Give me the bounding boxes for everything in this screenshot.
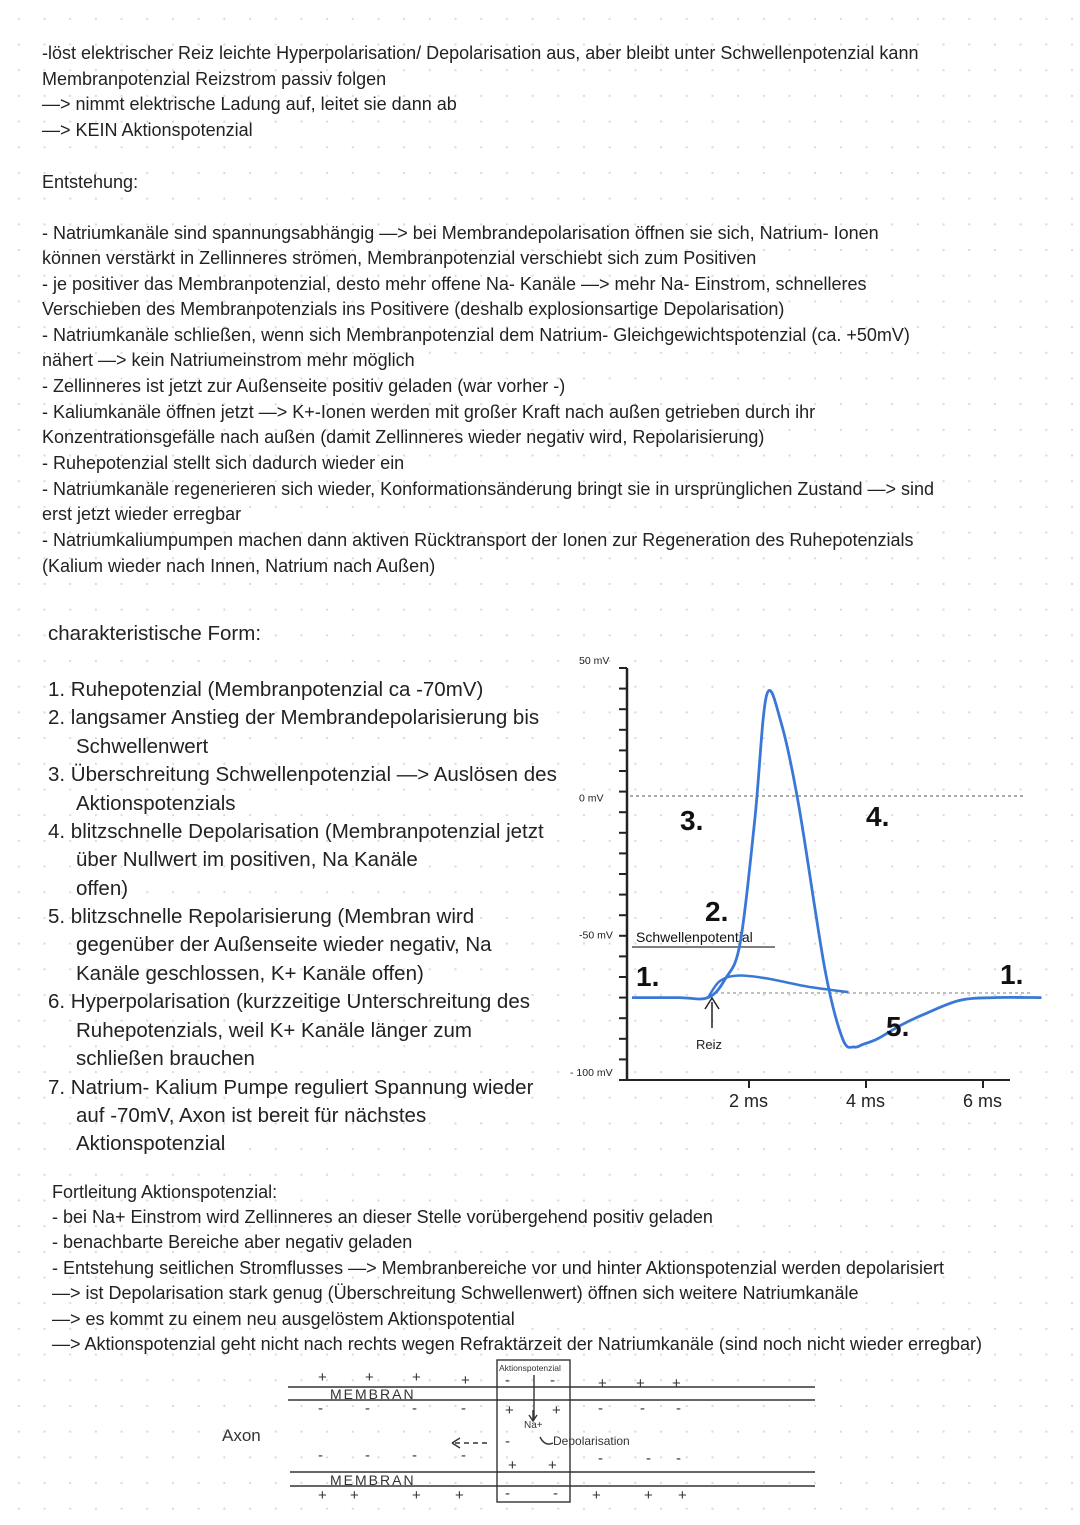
charge-plus: + (412, 1487, 421, 1504)
charge-minus: - (318, 1400, 323, 1417)
na-label: Na+ (524, 1420, 543, 1431)
charge-minus: - (550, 1372, 555, 1389)
charge-plus: + (505, 1402, 514, 1419)
fortleitung-line: - benachbarte Bereiche aber negativ geladen (52, 1232, 413, 1252)
charge-plus: + (552, 1402, 561, 1419)
form-item: Aktionspotenzials (76, 792, 236, 815)
entstehung-heading: Entstehung: (42, 172, 139, 192)
charge-plus: + (318, 1487, 327, 1504)
intro-line: Membranpotenzial Reizstrom passiv folgen (42, 69, 387, 89)
y-tick-label: 0 mV (579, 792, 604, 805)
fortleitung-line: - Entstehung seitlichen Stromflusses —> Membranbereiche vor und hinter Aktionspotenzial werden depolarisiert (52, 1258, 944, 1278)
membrane-label-bottom: MEMBRAN (330, 1472, 416, 1488)
stimulus-label: Reiz (696, 1037, 723, 1052)
charge-plus: + (318, 1369, 327, 1386)
threshold-label: Schwellenpotential (636, 929, 753, 945)
entstehung-line: - Natriumkanäle regenerieren sich wieder, Konformationsänderung bringt sie in ursprünglichen Zustand —> sind (42, 479, 934, 499)
charge-minus: - (553, 1485, 558, 1502)
marker-3: 3. (680, 805, 704, 836)
x-tick-label: 2 ms (729, 1091, 769, 1111)
charge-plus: + (636, 1375, 645, 1392)
entstehung-line: können verstärkt in Zellinneres strömen, Membranpotenzial verschiebt sich zum Positiven (42, 248, 757, 268)
y-tick-label: 50 mV (579, 655, 610, 667)
charge-plus: + (672, 1375, 681, 1392)
form-item: 4. blitzschnelle Depolarisation (Membranpotenzial jetzt (48, 820, 544, 843)
charge-plus: + (678, 1487, 687, 1504)
charge-minus: - (676, 1400, 681, 1417)
fortleitung-heading: Fortleitung Aktionspotenzial: (52, 1182, 278, 1202)
form-item: schließen brauchen (76, 1047, 255, 1070)
form-item: Kanäle geschlossen, K+ Kanäle offen) (76, 962, 424, 985)
form-item: 7. Natrium- Kalium Pumpe reguliert Spannung wieder (48, 1076, 534, 1099)
entstehung-line: Konzentrationsgefälle nach außen (damit Zellinneres wieder negativ wird, Repolarisierung) (42, 427, 765, 447)
charge-plus: + (508, 1457, 517, 1474)
entstehung-line: - Kaliumkanäle öffnen jetzt —> K+-Ionen werden mit großer Kraft nach außen getrieben durch ihr (42, 402, 816, 422)
depolarisation-label: Depolarisation (553, 1434, 630, 1448)
charge-minus: - (598, 1450, 603, 1467)
intro-line: —> nimmt elektrische Ladung auf, leitet sie dann ab (42, 94, 457, 114)
form-heading: charakteristische Form: (48, 622, 262, 645)
charge-minus: - (461, 1400, 466, 1417)
entstehung-line: - Natriumkanäle sind spannungsabhängig —> bei Membrandepolarisation öffnen sie sich, Natrium- Ionen (42, 223, 879, 243)
charge-plus: + (365, 1369, 374, 1386)
ap-box-label: Aktionspotenzial (499, 1363, 561, 1373)
charge-minus: - (640, 1400, 645, 1417)
y-tick-label: - 100 mV (570, 1067, 613, 1079)
intro-line: —> KEIN Aktionspotenzial (42, 120, 253, 140)
charge-plus: + (412, 1369, 421, 1386)
entstehung-line: (Kalium wieder nach Innen, Natrium nach Außen) (42, 556, 436, 576)
form-item: 5. blitzschnelle Repolarisierung (Membran wird (48, 905, 475, 928)
form-item: Ruhepotenzials, weil K+ Kanäle länger zum (76, 1019, 472, 1042)
form-item: 2. langsamer Anstieg der Membrandepolarisierung bis (48, 706, 540, 729)
form-item: gegenüber der Außenseite wieder negativ, Na (76, 933, 492, 956)
charge-minus: - (318, 1447, 323, 1464)
form-item: 6. Hyperpolarisation (kurzzeitige Unterschreitung des (48, 990, 530, 1013)
entstehung-line: - Zellinneres ist jetzt zur Außenseite positiv geladen (war vorher -) (42, 376, 566, 396)
axon-label: Axon (222, 1426, 261, 1445)
entstehung-line: - je positiver das Membranpotenzial, desto mehr offene Na- Kanäle —> mehr Na- Einstrom, schnelleres (42, 274, 867, 294)
membrane-label-top: MEMBRAN (330, 1386, 416, 1402)
marker-2: 2. (705, 896, 729, 927)
charge-plus: + (644, 1487, 653, 1504)
marker-1-end: 1. (1000, 959, 1024, 990)
form-item: 3. Überschreitung Schwellenpotenzial —> Auslösen des (48, 763, 557, 786)
charge-minus: - (646, 1450, 651, 1467)
form-item: offen) (76, 877, 129, 900)
form-item: auf -70mV, Axon ist bereit für nächstes (76, 1104, 427, 1127)
marker-4: 4. (866, 801, 890, 832)
entstehung-line: nähert —> kein Natriumeinstrom mehr möglich (42, 350, 415, 370)
charge-minus: - (365, 1447, 370, 1464)
entstehung-line: erst jetzt wieder erregbar (42, 504, 242, 524)
charge-minus: - (412, 1400, 417, 1417)
marker-1-start: 1. (636, 961, 660, 992)
fortleitung-line: —> Aktionspotenzial geht nicht nach rechts wegen Refraktärzeit der Natriumkanäle (sind noch nicht wieder erregbar) (52, 1334, 982, 1354)
charge-minus: - (505, 1485, 510, 1502)
charge-minus: - (505, 1372, 510, 1389)
fortleitung-line: —> es kommt zu einem neu ausgelöstem Aktionspotential (52, 1309, 515, 1329)
charge-plus: + (461, 1372, 470, 1389)
entstehung-line: - Natriumkanäle schließen, wenn sich Membranpotenzial dem Natrium- Gleichgewichtspotenzial (ca. +50mV) (42, 325, 910, 345)
charge-minus: - (676, 1450, 681, 1467)
fortleitung-line: —> ist Depolarisation stark genug (Überschreitung Schwellenwert) öffnen sich weitere Natriumkanäle (52, 1283, 859, 1303)
marker-5: 5. (886, 1011, 910, 1042)
form-item: über Nullwert im positiven, Na Kanäle (76, 848, 418, 871)
x-tick-label: 6 ms (963, 1091, 1003, 1111)
charge-minus: - (505, 1433, 510, 1450)
entstehung-line: - Natriumkaliumpumpen machen dann aktiven Rücktransport der Ionen zur Regeneration des Ruhepotenzials (42, 530, 914, 550)
charge-plus: + (598, 1375, 607, 1392)
entstehung-line: - Ruhepotenzial stellt sich dadurch wieder ein (42, 453, 405, 473)
form-item: Aktionspotenzial (76, 1132, 226, 1155)
charge-minus: - (412, 1447, 417, 1464)
charge-minus: - (598, 1400, 603, 1417)
form-item: Schwellenwert (76, 735, 209, 758)
charge-plus: + (455, 1487, 464, 1504)
charge-plus: + (592, 1487, 601, 1504)
charge-plus: + (350, 1487, 359, 1504)
form-item: 1. Ruhepotenzial (Membranpotenzial ca -70mV) (48, 678, 484, 701)
x-tick-label: 4 ms (846, 1091, 886, 1111)
intro-line: -löst elektrischer Reiz leichte Hyperpolarisation/ Depolarisation aus, aber bleibt unter Schwellenpotenzial kann (42, 43, 919, 63)
depol-arc (540, 1437, 553, 1444)
fortleitung-line: - bei Na+ Einstrom wird Zellinneres an dieser Stelle vorübergehend positiv geladen (52, 1207, 713, 1227)
charge-minus: - (461, 1447, 466, 1464)
entstehung-line: Verschieben des Membranpotenzials ins Positivere (deshalb explosionsartige Depolarisation) (42, 299, 785, 319)
charge-minus: - (365, 1400, 370, 1417)
charge-plus: + (548, 1457, 557, 1474)
y-tick-label: -50 mV (579, 929, 613, 942)
